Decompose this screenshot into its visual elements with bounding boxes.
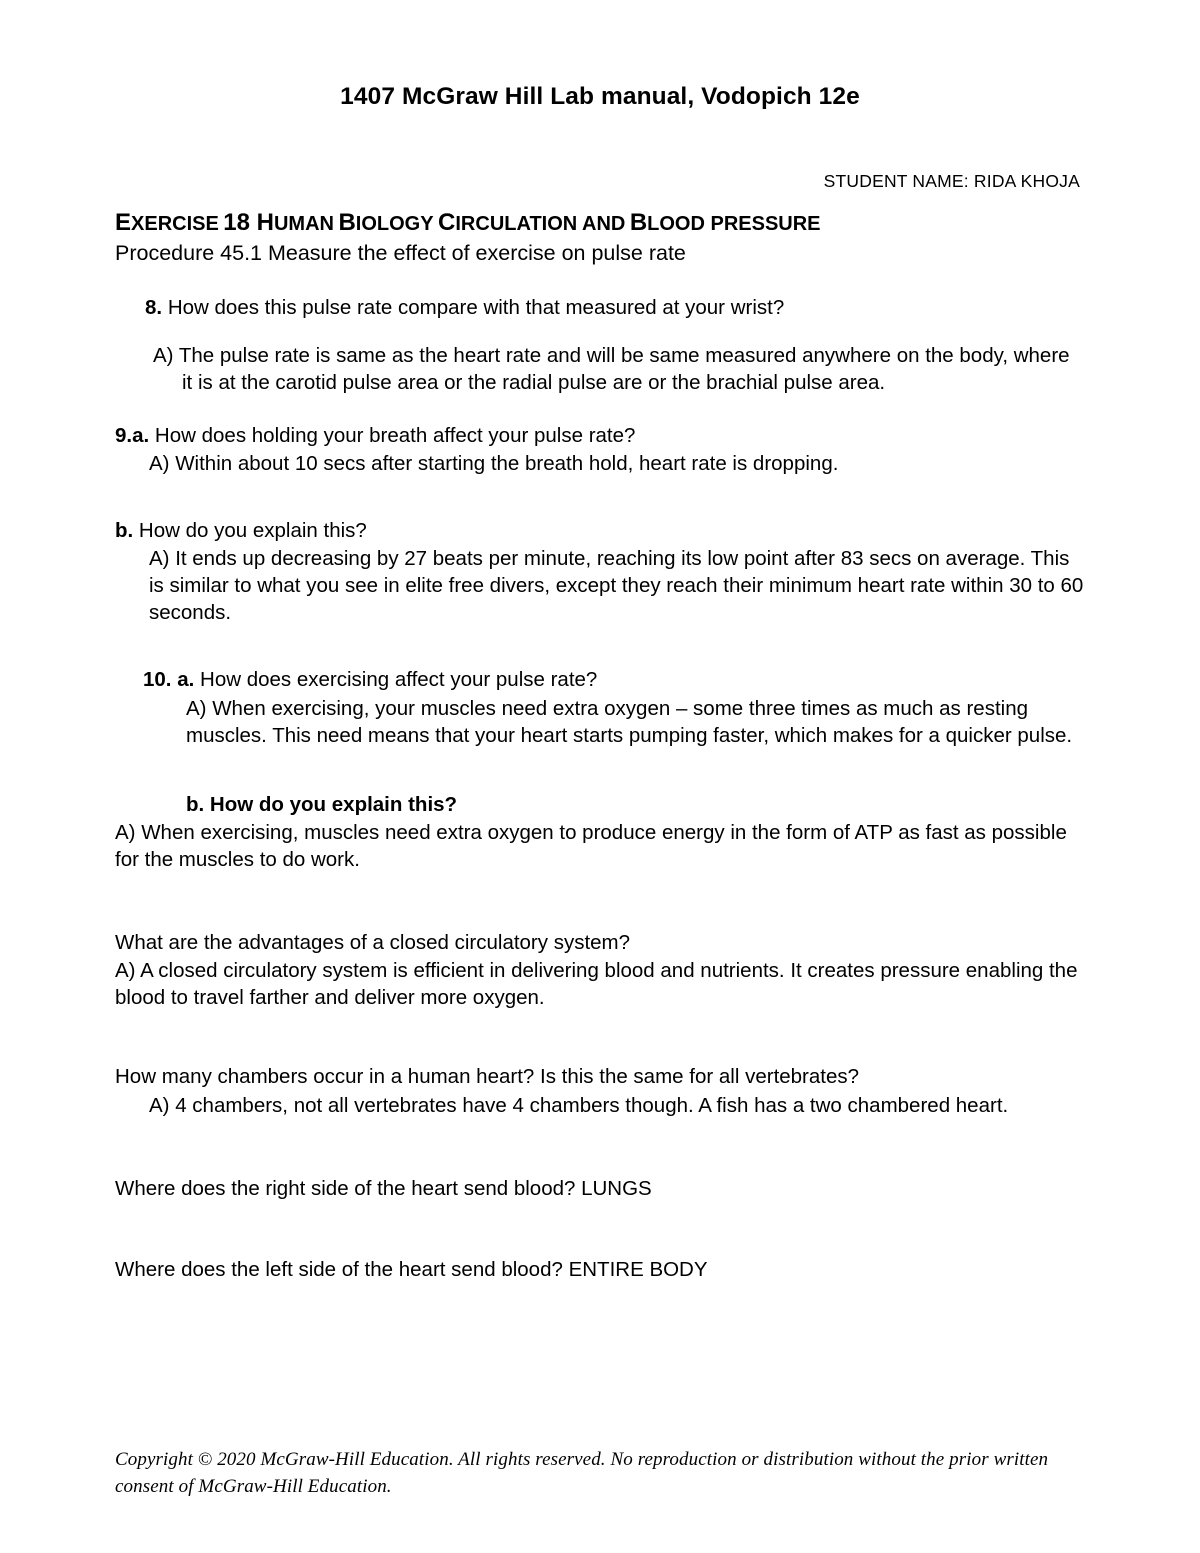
answer-9a: A) Within about 10 secs after starting the breath hold, heart rate is dropping. — [149, 452, 839, 476]
question-9b-text: How do you explain this? — [138, 519, 367, 543]
question-10a-text: How does exercising affect your pulse rate? — [200, 668, 598, 692]
open-answer-2-text: 4 chambers, not all vertebrates have 4 chambers though. A fish has a two chambered heart. — [175, 1093, 1009, 1117]
procedure-line: Procedure 45.1 Measure the effect of exercise on pulse rate — [115, 240, 686, 265]
question-10a-sublabel: a. — [177, 668, 195, 692]
open-question-3: Where does the right side of the heart send blood? LUNGS — [115, 1176, 652, 1200]
answer-8-text: The pulse rate is same as the heart rate and will be same measured anywhere on the body, where it is at the carotid pulse area or the radial pulse are or the brachial pulse area. — [178, 343, 1070, 394]
question-9a-label: 9.a. — [115, 424, 150, 448]
question-10-number: 10. — [143, 668, 172, 692]
answer-9b: A) It ends up decreasing by 27 beats per minute, reaching its low point after 83 secs on average. This is similar to what you see in elite free divers, except they reach their minimum heart rate within 30 to 60 seconds. — [149, 547, 1084, 625]
copyright-footer: Copyright © 2020 McGraw-Hill Education. All rights reserved. No reproduction or distribution without the prior written consent of McGraw-Hill Education. — [115, 1448, 1049, 1498]
open-answer-2-label: A) — [149, 1093, 170, 1117]
question-8-text: How does this pulse rate compare with that measured at your wrist? — [167, 295, 785, 319]
question-8 — [145, 294, 1085, 321]
answer-8 — [147, 343, 1085, 396]
question-9b — [115, 517, 1085, 544]
student-name-line — [115, 169, 1085, 193]
question-9a-text: How does holding your breath affect your pulse rate? — [154, 424, 636, 448]
open-question-4: Where does the left side of the heart send blood? ENTIRE BODY — [115, 1258, 708, 1282]
student-name-label: STUDENT NAME: RIDA KHOJA — [823, 171, 1080, 192]
open-question-2: How many chambers occur in a human heart? Is this the same for all vertebrates? — [115, 1064, 860, 1088]
question-8-number: 8. — [145, 295, 163, 319]
question-9a — [115, 422, 1085, 449]
question-10b: b. How do you explain this? — [186, 792, 458, 816]
open-answer-2 — [149, 1092, 1085, 1119]
exercise-heading: EXERCISE 18 HUMAN BIOLOGY CIRCULATION AND BLOOD PRESSURE — [115, 209, 821, 237]
answer-10a: A) When exercising, your muscles need extra oxygen – some three times as much as resting muscles. This need means that your heart starts pumping faster, which makes for a quicker pulse. — [186, 696, 1073, 747]
question-10a — [143, 666, 1085, 693]
open-answer-1: A) A closed circulatory system is efficient in delivering blood and nutrients. It creates pressure enabling the blood to travel farther and deliver more oxygen. — [115, 958, 1078, 1009]
question-9b-label: b. — [115, 519, 134, 543]
page-title: 1407 McGraw Hill Lab manual, Vodopich 12e — [340, 83, 860, 110]
open-question-1: What are the advantages of a closed circulatory system? — [115, 930, 631, 954]
answer-10b: A) When exercising, muscles need extra oxygen to produce energy in the form of ATP as fast as possible for the muscles to do work. — [115, 820, 1067, 871]
answer-8-label: A) — [153, 343, 174, 367]
